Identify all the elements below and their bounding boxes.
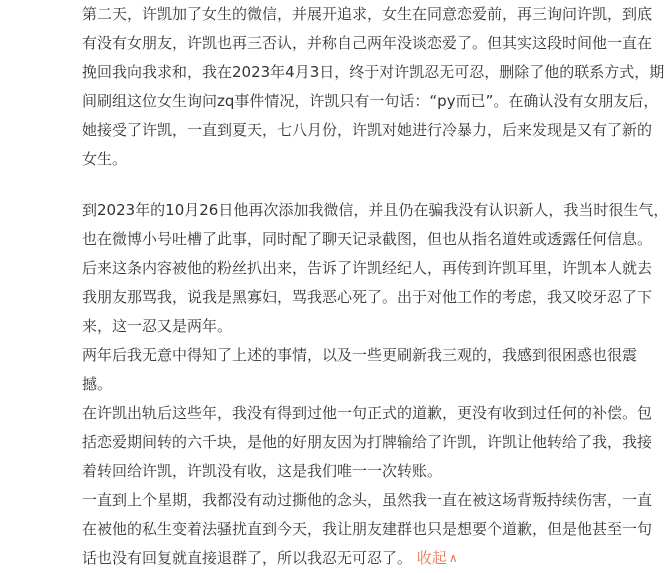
paragraph-line: 在许凯出轨后这些年，我没有得到过他一句正式的道歉，更没有收到过任何的补偿。包 bbox=[82, 404, 653, 422]
paragraph-line: 后来这条内容被他的粉丝扒出来，告诉了许凯经纪人，再传到许凯耳里，许凯本人就去 bbox=[82, 259, 653, 277]
paragraph-line: 一直到上个星期，我都没有动过撕他的念头，虽然我一直在被这场背叛持续伤害，一直 bbox=[82, 491, 653, 509]
article-paragraph bbox=[82, 0, 665, 174]
paragraph-line: 第二天，许凯加了女生的微信，并展开追求，女生在同意恋爱前，再三询问许凯，到底 bbox=[82, 5, 653, 23]
collapse-label: 收起 bbox=[416, 549, 447, 567]
article-paragraph bbox=[82, 399, 653, 486]
paragraph-line: 在被他的私生变着法骚扰直到今天，我让朋友建群也只是想要个道歉，但是他甚至一句 bbox=[82, 520, 653, 538]
paragraph-line: 间刷组这位女生询问zq事件情况，许凯只有一句话：“py而已”。在确认没有女朋友后， bbox=[82, 92, 659, 110]
paragraph-line-text: 话也没有回复就直接退群了，所以我忍无可忍了。 bbox=[82, 549, 413, 567]
paragraph-line-last bbox=[82, 544, 642, 573]
paragraph-line: 两年后我无意中得知了上述的事情，以及一些更刷新我三观的，我感到很困惑也很震 bbox=[82, 346, 638, 364]
paragraph-line: 到2023年的10月26日他再次添加我微信，并且仍在骗我没有认识新人，我当时很生气， bbox=[82, 201, 668, 219]
paragraph-line: 括恋爱期间转的六千块，是他的好朋友因为打牌输给了许凯，许凯让他转给了我，我接 bbox=[82, 433, 653, 451]
paragraph-line: 我朋友那骂我，说我是黑寡妇，骂我恶心死了。出于对他工作的考虑，我又咬牙忍了下 bbox=[82, 288, 653, 306]
paragraph-line: 有没有女朋友，许凯也再三否认，并称自己两年没谈恋爱了。但其实这段时间他一直在 bbox=[82, 34, 653, 52]
paragraph-line: 挽回我向我求和，我在2023年4月3日，终于对许凯忍无可忍，删除了他的联系方式，期 bbox=[82, 63, 665, 81]
chevron-up-icon: ∧ bbox=[448, 551, 458, 565]
paragraph-line: 着转回给许凯，许凯没有收，这是我们唯一一次转账。 bbox=[82, 462, 443, 480]
article-paragraph bbox=[82, 196, 668, 341]
article-paragraph bbox=[82, 341, 642, 399]
paragraph-spacer bbox=[82, 174, 660, 196]
paragraph-line: 女生。 bbox=[82, 150, 128, 168]
paragraph-line: 撼。 bbox=[82, 375, 113, 393]
paragraph-line: 来，这一忍又是两年。 bbox=[82, 317, 233, 335]
paragraph-line: 也在微博小号吐槽了此事，同时配了聊天记录截图，但也从指名道姓或透露任何信息。 bbox=[82, 230, 653, 248]
collapse-link[interactable] bbox=[417, 549, 458, 567]
article-paragraph bbox=[82, 486, 653, 573]
paragraph-line: 她接受了许凯，一直到夏天，七八月份，许凯对她进行冷暴力，后来发现是又有了新的 bbox=[82, 121, 653, 139]
